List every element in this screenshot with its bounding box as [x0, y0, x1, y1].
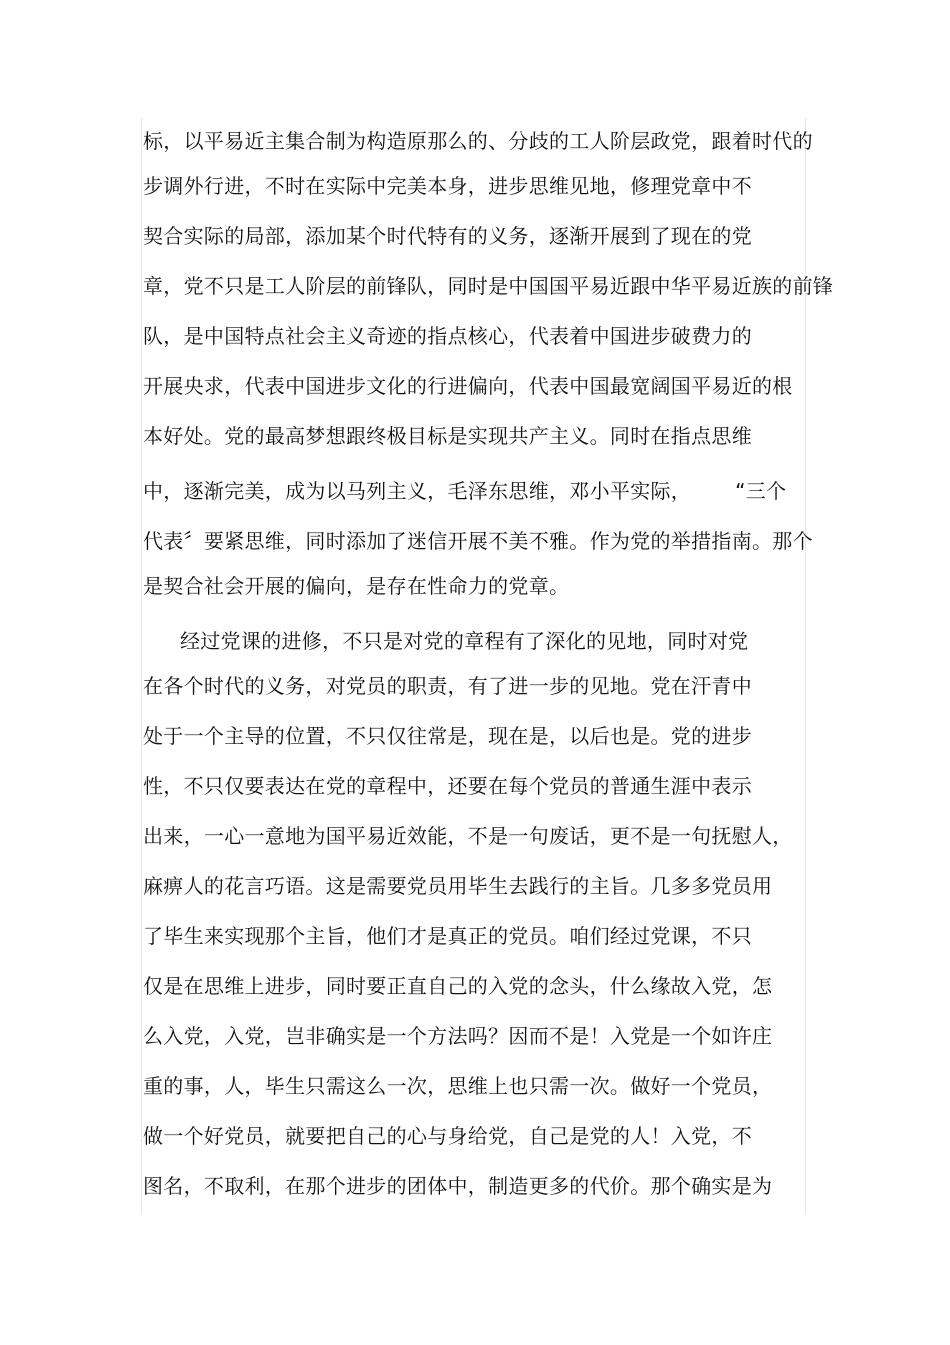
text-line: 标，以平易近主集合制为构造原那么的、分歧的工人阶层政党，跟着时代的: [143, 129, 813, 153]
text-line: 做一个好党员，就要把自己的心与身给党，自己是党的人！入党，不: [143, 1124, 752, 1148]
paragraph-start-line: 经过党课的进修，不只是对党的章程有了深化的见地，同时对党: [180, 629, 749, 653]
text-line: 出来，一心一意地为国平易近效能，不是一句废话，更不是一句抚慰人，: [143, 824, 793, 848]
text-line: 开展央求，代表中国进步文化的行进偏向，代表中国最宽阔国平易近的根: [143, 374, 793, 398]
text-line: 麻痹人的花言巧语。这是需要党员用毕生去践行的主旨。几多多党员用: [143, 874, 773, 898]
text-line: “三个: [735, 479, 787, 503]
text-line: 代表〞要紧思维，同时添加了迷信开展不美不雅。作为党的举措指南。那个: [143, 529, 813, 553]
text-line: 处于一个主导的位置，不只仅往常是，现在是，以后也是。党的进步: [143, 724, 752, 748]
text-line: 队，是中国特点社会主义奇迹的指点核心，代表着中国进步破费力的: [143, 324, 752, 348]
text-line: 本好处。党的最高梦想跟终极目标是实现共产主义。同时在指点思维: [143, 424, 752, 448]
text-line: 步调外行进，不时在实际中完美本身，进步思维见地，修理党章中不: [143, 174, 752, 198]
text-line: 中，逐渐完美，成为以马列主义，毛泽东思维，邓小平实际，: [143, 479, 692, 503]
text-line: 了毕生来实现那个主旨，他们才是真正的党员。咱们经过党课，不只: [143, 924, 752, 948]
text-line: 图名，不取利，在那个进步的团体中，制造更多的代价。那个确实是为: [143, 1174, 773, 1198]
text-line: 是契合社会开展的偏向，是存在性命力的党章。: [143, 574, 570, 598]
text-line: 重的事，人，毕生只需这么一次，思维上也只需一次。做好一个党员，: [143, 1074, 773, 1098]
text-line-split: [143, 477, 786, 505]
text-line: 么入党，入党，岂非确实是一个方法吗？因而不是！入党是一个如许庄: [143, 1024, 773, 1048]
text-line: 性，不只仅要表达在党的章程中，还要在每个党员的普通生涯中表示: [143, 774, 752, 798]
text-line: 在各个时代的义务，对党员的职责，有了进一步的见地。党在汗青中: [143, 674, 752, 698]
text-line: 章，党不只是工人阶层的前锋队，同时是中国国平易近跟中华平易近族的前锋: [143, 274, 834, 298]
text-line: 仅是在思维上进步，同时要正直自己的入党的念头，什么缘故入党，怎: [143, 974, 773, 998]
text-line: 契合实际的局部，添加某个时代特有的义务，逐渐开展到了现在的党: [143, 224, 752, 248]
